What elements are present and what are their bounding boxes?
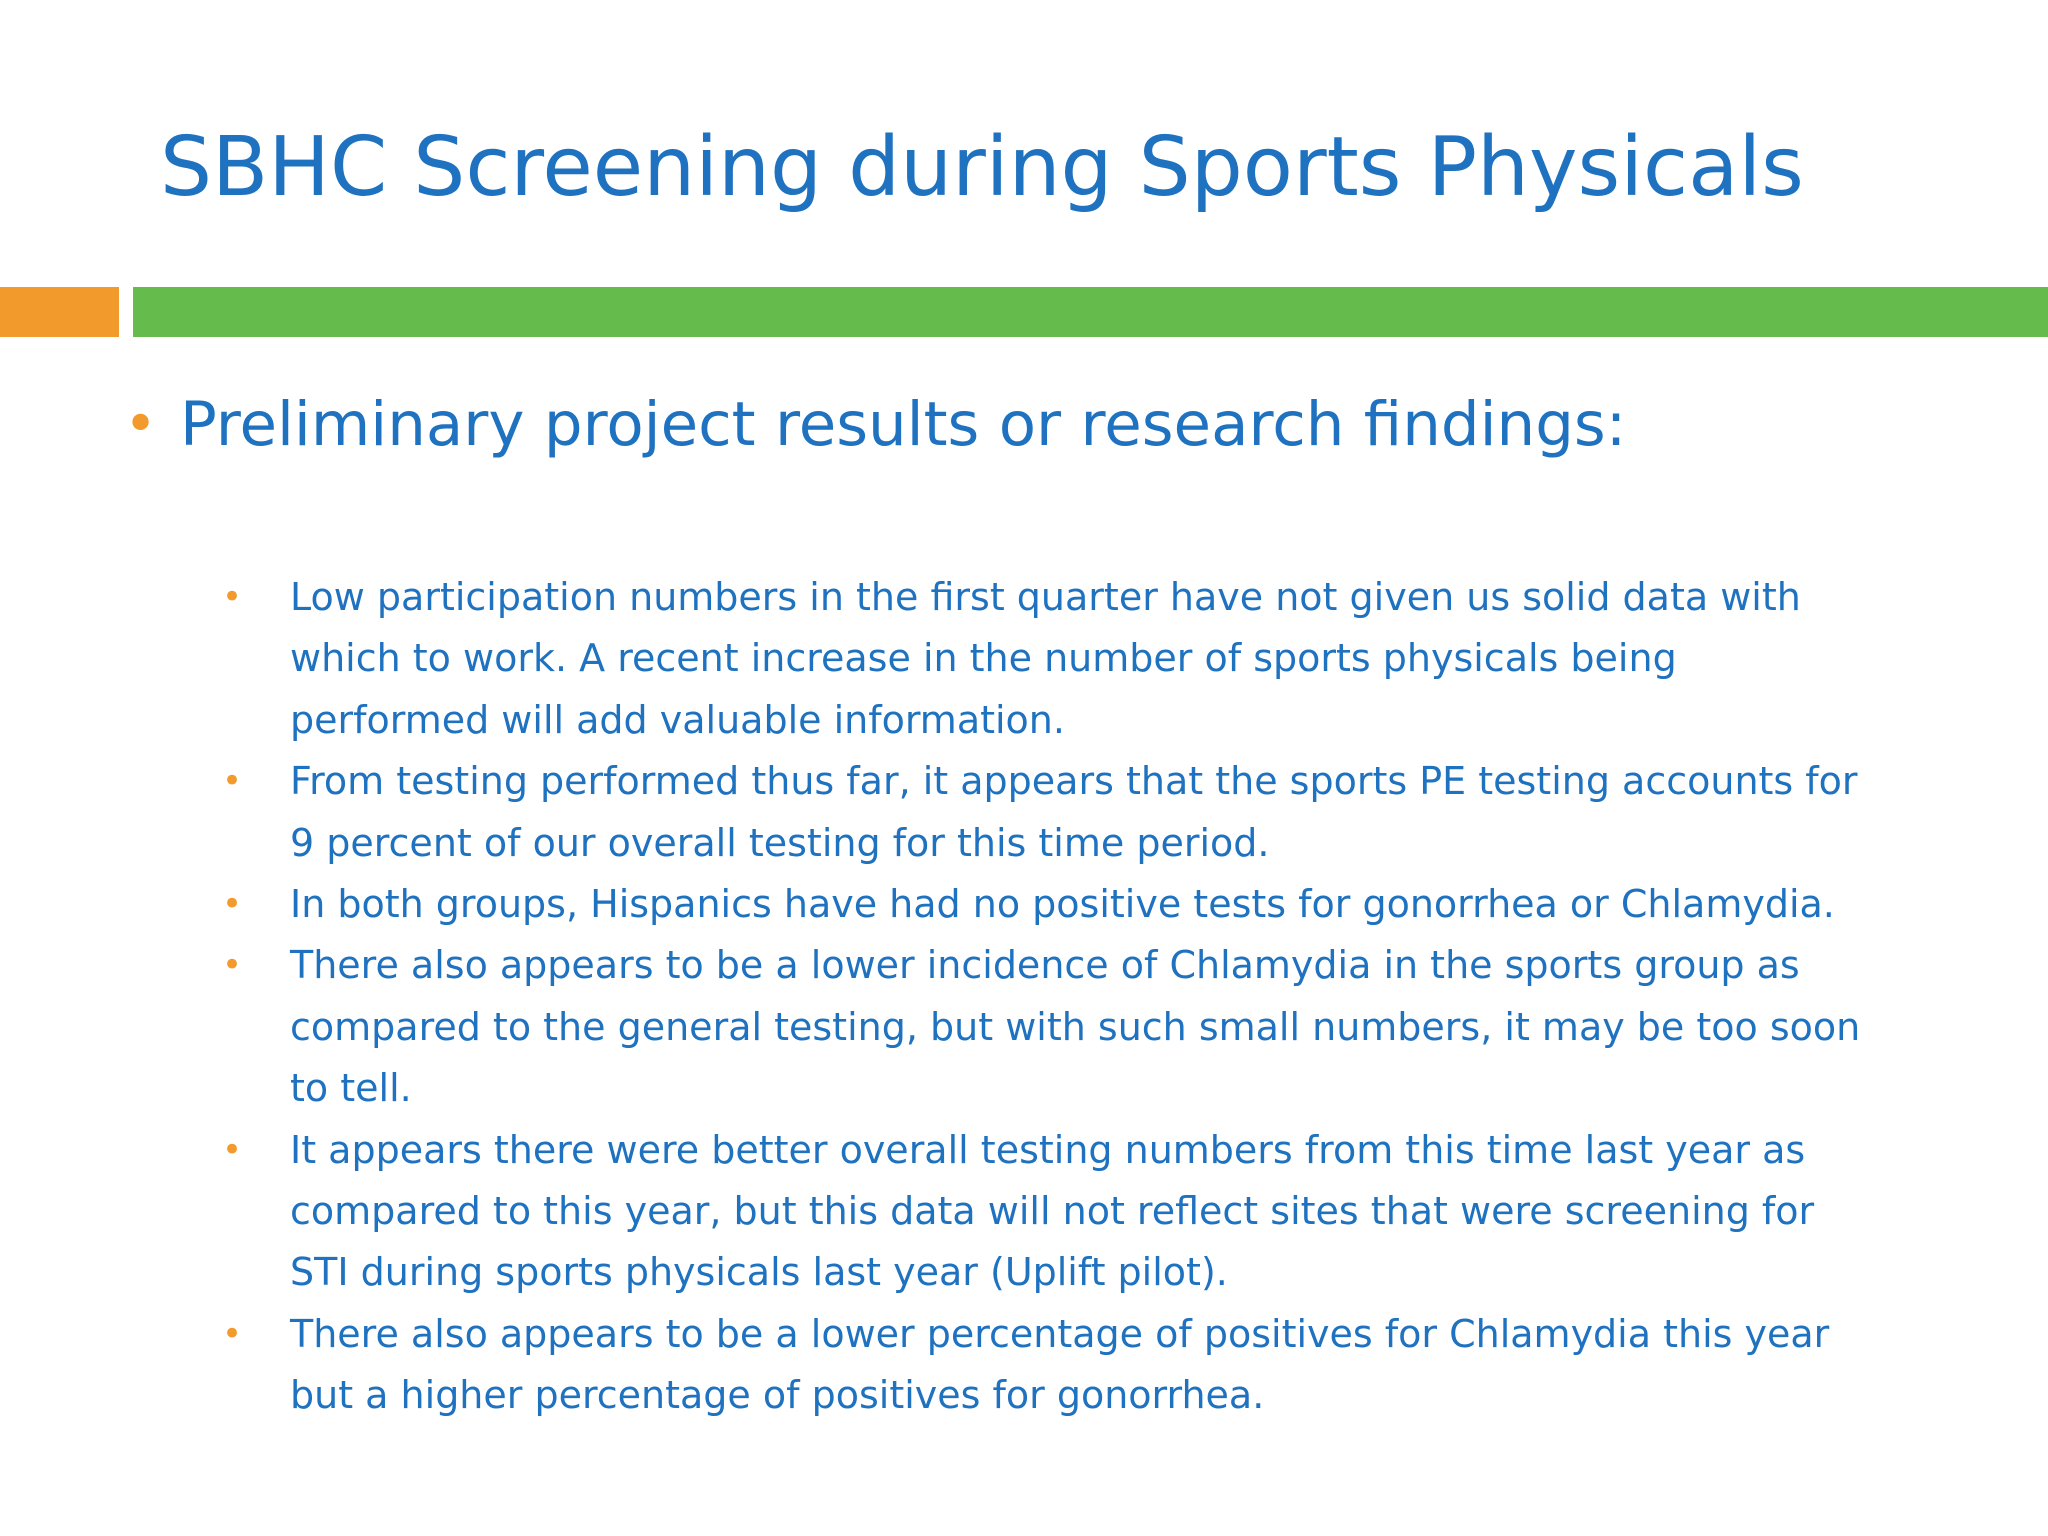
bullet-icon: • xyxy=(222,945,243,986)
list-item xyxy=(222,1120,1872,1304)
bullet-icon: • xyxy=(222,884,243,925)
list-item-text: It appears there were better overall testing numbers from this time last year as compared to this year, but this data will not reflect sites that were screening for STI during sports physicals last year (Uplift pilot). xyxy=(290,1127,1815,1295)
orange-accent-bar xyxy=(0,287,119,337)
slide-title: SBHC Screening during Sports Physicals xyxy=(160,120,1804,215)
list-item-text: In both groups, Hispanics have had no positive tests for gonorrhea or Chlamydia. xyxy=(290,882,1835,927)
bullet-icon: • xyxy=(222,1129,243,1170)
main-bullet-text: Preliminary project results or research findings: xyxy=(180,389,1627,460)
list-item xyxy=(222,751,1872,874)
findings-list xyxy=(222,567,1872,1427)
list-item xyxy=(222,874,1872,935)
list-item-text: Low participation numbers in the first quarter have not given us solid data with which to work. A recent increase in the number of sports physicals being performed will add valuable information. xyxy=(290,575,1801,742)
list-item xyxy=(222,1304,1872,1427)
list-item xyxy=(222,567,1872,751)
bullet-icon: • xyxy=(222,1313,243,1354)
list-item-text: There also appears to be a lower incidence of Chlamydia in the sports group as compared to the general testing, but with such small numbers, it may be too soon to tell. xyxy=(290,943,1861,1111)
list-item xyxy=(222,935,1872,1119)
bullet-icon: • xyxy=(222,761,243,802)
bullet-icon: • xyxy=(124,392,158,457)
bullet-icon: • xyxy=(222,577,243,617)
list-item-text: There also appears to be a lower percentage of positives for Chlamydia this year but a higher percentage of positives for gonorrhea. xyxy=(290,1311,1830,1418)
list-item-text: From testing performed thus far, it appears that the sports PE testing accounts for 9 percent of our overall testing for this time period. xyxy=(290,759,1858,865)
green-accent-bar xyxy=(133,287,2048,337)
main-bullet xyxy=(124,384,2004,484)
